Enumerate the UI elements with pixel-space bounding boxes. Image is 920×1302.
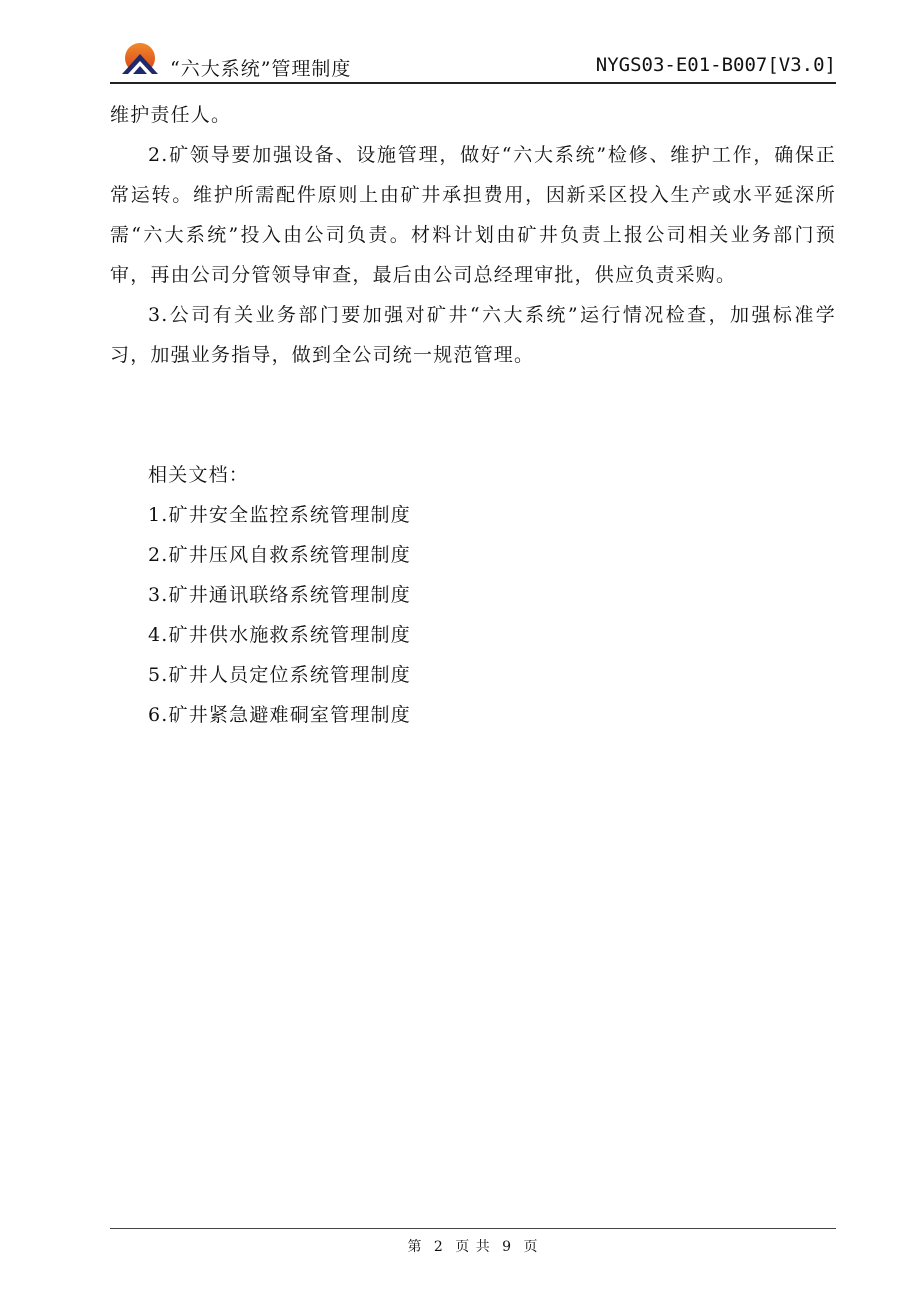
paragraph-2: 2.矿领导要加强设备、设施管理，做好“六大系统”检修、维护工作，确保正常运转。维护所需配件原则上由矿井承担费用，因新采区投入生产或水平延深所需“六大系统”投入由公司负责。材料计划由矿井负责上报公司相关业务部门预审，再由公司分管领导审查，最后由公司总经理审批，供应负责采购。 bbox=[110, 144, 836, 286]
footer-prefix: 第 bbox=[407, 1239, 423, 1255]
paragraph-3: 3.公司有关业务部门要加强对矿井“六大系统”运行情况检查，加强标准学习，加强业务指导，做到全公司统一规范管理。 bbox=[110, 304, 836, 366]
document-code: NYGS03-E01-B007[V3.0] bbox=[595, 54, 836, 76]
document-body bbox=[110, 95, 836, 375]
total-page-count: 9 bbox=[502, 1239, 513, 1255]
related-document-item: 4.矿井供水施救系统管理制度 bbox=[148, 624, 411, 646]
page-footer bbox=[110, 1236, 836, 1256]
related-document-item: 1.矿井安全监控系统管理制度 bbox=[148, 504, 411, 526]
page-header bbox=[110, 38, 836, 84]
footer-divider bbox=[110, 1228, 836, 1229]
company-logo-icon bbox=[120, 40, 160, 78]
related-document-item: 3.矿井通讯联络系统管理制度 bbox=[148, 584, 411, 606]
current-page-number: 2 bbox=[433, 1239, 444, 1255]
footer-middle: 页 共 bbox=[455, 1239, 491, 1255]
related-documents-title: 相关文档： bbox=[148, 464, 250, 486]
header-title: “六大系统”管理制度 bbox=[170, 58, 352, 80]
related-document-item: 2.矿井压风自救系统管理制度 bbox=[148, 544, 411, 566]
footer-suffix: 页 bbox=[523, 1239, 539, 1255]
related-documents bbox=[148, 455, 411, 735]
paragraph-continuation: 维护责任人。 bbox=[110, 104, 232, 126]
related-document-item: 5.矿井人员定位系统管理制度 bbox=[148, 664, 411, 686]
related-document-item: 6.矿井紧急避难硐室管理制度 bbox=[148, 704, 411, 726]
